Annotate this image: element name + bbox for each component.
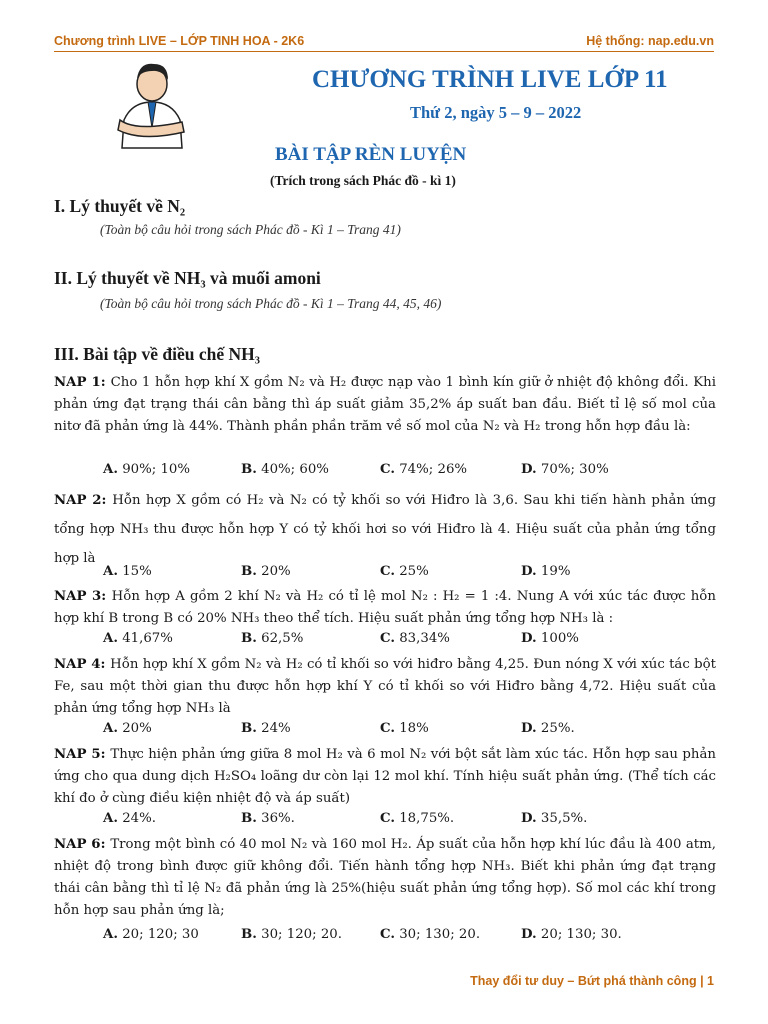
header-divider — [54, 51, 714, 52]
question-text: Cho 1 hỗn hợp khí X gồm N₂ và H₂ được nạp vào 1 bình kín giữ ở nhiệt độ không đổi. Khi phản ứng đạt trạng thái cân bằng thì áp suất giảm 35,2% áp suất ban đầu. Biết tỉ lệ số mol của nitơ đã phản ứng là 44%. Thành phần phần trăm về số mol của N₂ và H₂ trong hỗn hợp đầu là: — [54, 375, 716, 434]
option-b: 62,5% — [261, 631, 304, 646]
question: NAP 4: Hỗn hợp khí X gồm N₂ và H₂ có tỉ khối so với hiđro bằng 4,25. Đun nóng X với xúc tác bột Fe, sau một thời gian thu được hỗn hợp khí Y có tỉ khối so với Hiđro bằng 4,72. Hiệu suất của phản ứng tổng hợp NH₃ là — [54, 657, 716, 716]
option-c: 18% — [399, 721, 429, 736]
question-label: NAP 5 — [54, 747, 101, 762]
option-c: 74%; 26% — [399, 462, 468, 477]
session-date: Thứ 2, ngày 5 – 9 – 2022 — [410, 103, 582, 122]
page-footer: Thay đổi tư duy – Bứt phá thành công | 1 — [470, 974, 714, 988]
section-note: (Toàn bộ câu hỏi trong sách Phác đồ - Kì 1 – Trang 44, 45, 46) — [100, 296, 442, 311]
section-heading: I. Lý thuyết về N₂ — [54, 196, 186, 216]
option-d: 19% — [540, 564, 571, 579]
page-title: CHƯƠNG TRÌNH LIVE LỚP 11 — [312, 66, 668, 93]
header-website: Hệ thống: nap.edu.vn — [586, 34, 714, 48]
answer-options: A. 90%; 10% B. 40%; 60% C. 74%; 26% D. 70%; 30% — [103, 462, 609, 477]
question: NAP 5: Thực hiện phản ứng giữa 8 mol H₂ và 6 mol N₂ với bột sắt làm xúc tác. Hỗn hợp sau phản ứng cho qua dung dịch H₂SO₄ loãng dư còn lại 12 mol khí. Tính hiệu suất phản ứng. (Thể tích các khí đo ở cùng điều kiện nhiệt độ và áp suất) — [54, 747, 716, 806]
question: NAP 3: Hỗn hợp A gồm 2 khí N₂ và H₂ có tỉ lệ mol N₂ : H₂ = 1 :4. Nung A với xúc tác được hỗn hợp khí B trong B có 20% NH₃ theo thể tích. Hiệu suất phản ứng tổng hợp NH₃ là : — [54, 589, 716, 626]
option-b: 24% — [261, 721, 291, 736]
question-text: Trong một bình có 40 mol N₂ và 160 mol H₂. Áp suất của hỗn hợp khí lúc đầu là 400 atm, nhiệt độ trong bình được giữ không đổi. Tiến hành tổng hợp NH₃. Biết khi phản ứng đạt trạng thái cân bằng thì tỉ lệ N₂ đã phản ứng là 25%(hiệu suất phản ứng tổng hợp). Số mol các khí trong hỗn hợp sau phản ứng là; — [54, 837, 716, 918]
header-program: Chương trình LIVE – LỚP TINH HOA - 2K6 — [54, 34, 305, 48]
answer-options: A. 24%. B. 36%. C. 18,75%. D. 35,5%. — [103, 811, 588, 826]
question-label: NAP 2 — [54, 493, 102, 508]
option-a: 20; 120; 30 — [122, 927, 199, 942]
answer-options: A. 20% B. 24% C. 18% D. 25%. — [103, 721, 575, 736]
answer-options: A. 20; 120; 30 B. 30; 120; 20. C. 30; 130; 20. D. 20; 130; 30. — [103, 927, 622, 942]
option-d: 35,5%. — [540, 811, 588, 826]
question-label: NAP 6 — [54, 837, 101, 852]
answer-options: A. 41,67% B. 62,5% C. 83,34% D. 100% — [103, 631, 579, 646]
option-d: 20; 130; 30. — [540, 927, 622, 942]
page-header — [54, 34, 714, 52]
question-label: NAP 3 — [54, 589, 102, 604]
option-b: 36%. — [261, 811, 295, 826]
question-text: Hỗn hợp khí X gồm N₂ và H₂ có tỉ khối so với hiđro bằng 4,25. Đun nóng X với xúc tác bột Fe, sau một thời gian thu được hỗn hợp khí Y có tỉ khối so với Hiđro bằng 4,72. Hiệu suất của phản ứng tổng hợp NH₃ là — [54, 657, 716, 716]
option-c: 18,75%. — [399, 811, 455, 826]
question: NAP 6: Trong một bình có 40 mol N₂ và 160 mol H₂. Áp suất của hỗn hợp khí lúc đầu là 400 atm, nhiệt độ trong bình được giữ không đổi. Tiến hành tổng hợp NH₃. Biết khi phản ứng đạt trạng thái cân bằng thì tỉ lệ N₂ đã phản ứng là 25%(hiệu suất phản ứng tổng hợp). Số mol các khí trong hỗn hợp sau phản ứng là; — [54, 837, 716, 918]
question: NAP 2: Hỗn hợp X gồm có H₂ và N₂ có tỷ khối so với Hiđro là 3,6. Sau khi tiến hành phản ứng tổng hợp NH₃ thu được hỗn hợp Y có tỷ khối hơi so với Hiđro là 4. Hiệu suất của phản ứng tổng hợp là — [54, 493, 716, 566]
option-a: 15% — [122, 564, 152, 579]
option-a: 20% — [122, 721, 152, 736]
option-d: 70%; 30% — [540, 462, 609, 477]
source-note: (Trích trong sách Phác đồ - kì 1) — [270, 173, 456, 188]
answer-options: A. 15% B. 20% C. 25% D. 19% — [103, 564, 571, 579]
option-c: 83,34% — [399, 631, 450, 646]
option-c: 30; 130; 20. — [399, 927, 481, 942]
question-text: Hỗn hợp X gồm có H₂ và N₂ có tỷ khối so với Hiđro là 3,6. Sau khi tiến hành phản ứng tổng hợp NH₃ thu được hỗn hợp Y có tỷ khối hơi so với Hiđro là 4. Hiệu suất của phản ứng tổng hợp là — [54, 493, 716, 566]
question-label: NAP 4 — [54, 657, 101, 672]
option-d: 25%. — [540, 721, 575, 736]
option-b: 40%; 60% — [261, 462, 329, 477]
question: NAP 1: Cho 1 hỗn hợp khí X gồm N₂ và H₂ được nạp vào 1 bình kín giữ ở nhiệt độ không đổi. Khi phản ứng đạt trạng thái cân bằng thì áp suất giảm 35,2% áp suất ban đầu. Biết tỉ lệ số mol của nitơ đã phản ứng là 44%. Thành phần phần trăm về số mol của N₂ và H₂ trong hỗn hợp đầu là: — [54, 375, 716, 434]
worksheet-subtitle: BÀI TẬP RÈN LUYỆN — [275, 144, 467, 165]
option-a: 41,67% — [122, 631, 173, 646]
question-label: NAP 1 — [54, 375, 101, 390]
question-text: Hỗn hợp A gồm 2 khí N₂ và H₂ có tỉ lệ mol N₂ : H₂ = 1 :4. Nung A với xúc tác được hỗn hợp khí B trong B có 20% NH₃ theo thể tích. Hiệu suất phản ứng tổng hợp NH₃ là : — [54, 589, 716, 626]
section-heading: III. Bài tập về điều chế NH₃ — [54, 344, 261, 364]
question-text: Thực hiện phản ứng giữa 8 mol H₂ và 6 mol N₂ với bột sắt làm xúc tác. Hỗn hợp sau phản ứng cho qua dung dịch H₂SO₄ loãng dư còn lại 12 mol khí. Tính hiệu suất phản ứng. (Thể tích các khí đo ở cùng điều kiện nhiệt độ và áp suất) — [54, 747, 716, 806]
option-b: 20% — [261, 564, 291, 579]
section-heading: II. Lý thuyết về NH₃ và muối amoni — [54, 268, 321, 288]
option-d: 100% — [540, 631, 579, 646]
teacher-avatar-illustration — [112, 58, 190, 150]
option-b: 30; 120; 20. — [261, 927, 342, 942]
option-a: 24%. — [122, 811, 156, 826]
option-a: 90%; 10% — [122, 462, 191, 477]
section-note: (Toàn bộ câu hỏi trong sách Phác đồ - Kì 1 – Trang 41) — [100, 222, 401, 237]
option-c: 25% — [399, 564, 429, 579]
